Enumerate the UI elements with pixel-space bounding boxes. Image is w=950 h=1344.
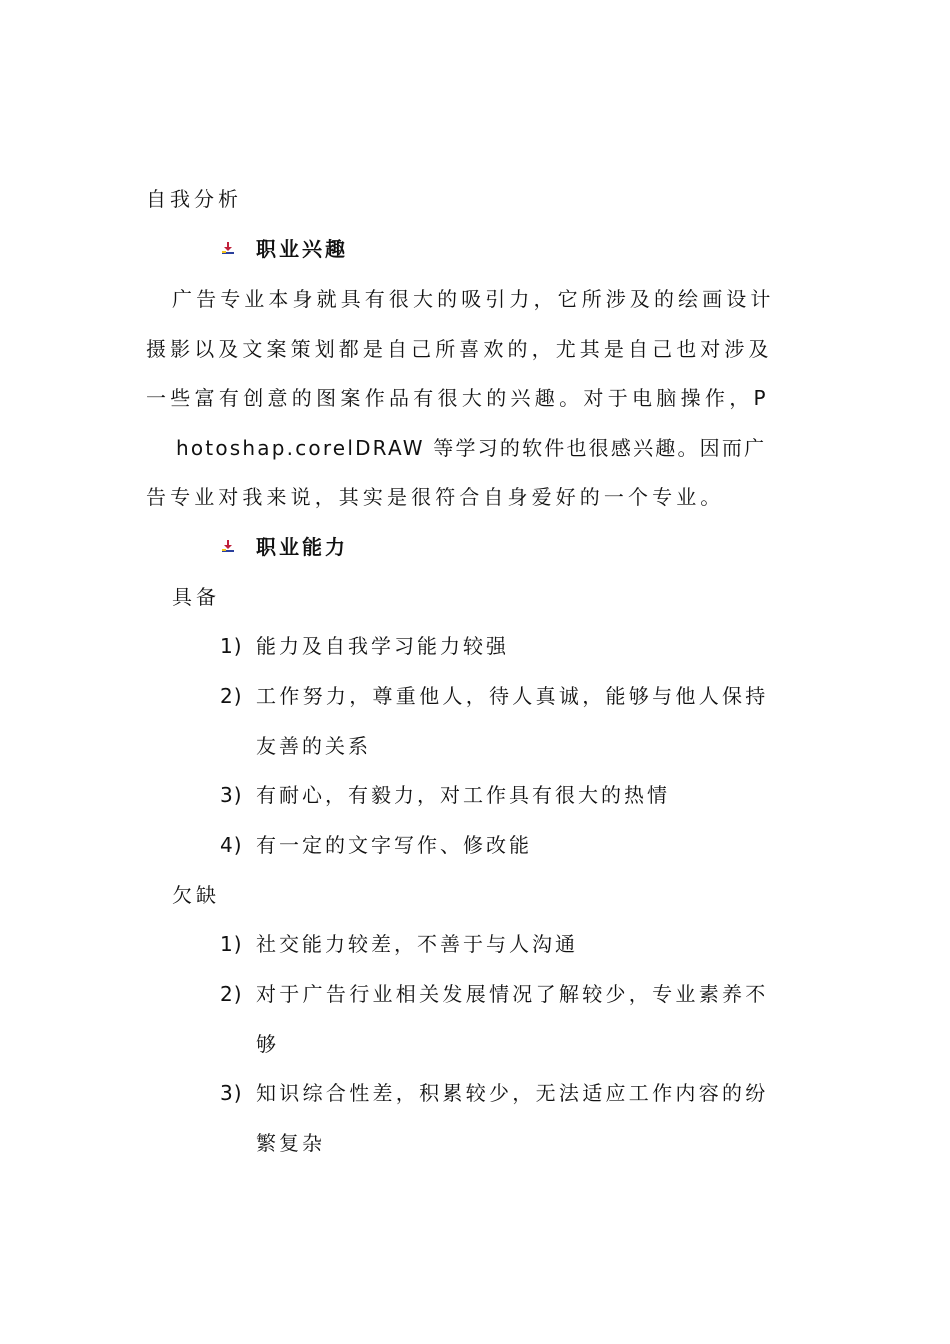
strength-item: 能力及自我学习能力较强 [256,634,509,658]
strength-item: 工作努力，尊重他人，待人真诚，能够与他人保持 [256,684,769,708]
weakness-item: 社交能力较差，不善于与人沟通 [256,932,578,956]
weakness-item: 对于广告行业相关发展情况了解较少，专业素养不 [256,982,769,1006]
paragraph-line: 摄影以及文案策划都是自己所喜欢的，尤其是自己也对涉及 [146,337,773,361]
strength-item: 有耐心，有毅力，对工作具有很大的热情 [256,783,670,807]
list-number: 3) [220,1081,243,1105]
section-heading-interest: 职业兴趣 [256,237,348,261]
arrow-bullet-icon [221,540,235,554]
strength-item: 有一定的文字写作、修改能 [256,833,532,857]
list-number: 2) [220,982,243,1006]
list-number: 1) [220,932,243,956]
strength-item-continued: 友善的关系 [256,734,371,758]
weakness-item-continued: 够 [256,1032,279,1056]
list-number: 1) [220,634,243,658]
strengths-label: 具备 [172,585,220,609]
page-title: 自我分析 [146,187,242,211]
list-number: 3) [220,783,243,807]
weakness-item-continued: 繁复杂 [256,1131,325,1155]
arrow-bullet-icon [221,242,235,256]
section-heading-ability: 职业能力 [256,535,348,559]
paragraph-line: 广告专业本身就具有很大的吸引力，它所涉及的绘画设计 [172,287,775,311]
paragraph-line: 告专业对我来说，其实是很符合自身爱好的一个专业。 [146,485,725,509]
paragraph-line: 一些富有创意的图案作品有很大的兴趣。对于电脑操作，P [146,386,770,410]
list-number: 4) [220,833,243,857]
weaknesses-label: 欠缺 [172,883,220,907]
list-number: 2) [220,684,243,708]
paragraph-line: hotoshap.corelDRAW 等学习的软件也很感兴趣。因而广 [176,436,767,460]
weakness-item: 知识综合性差，积累较少，无法适应工作内容的纷 [256,1081,769,1105]
